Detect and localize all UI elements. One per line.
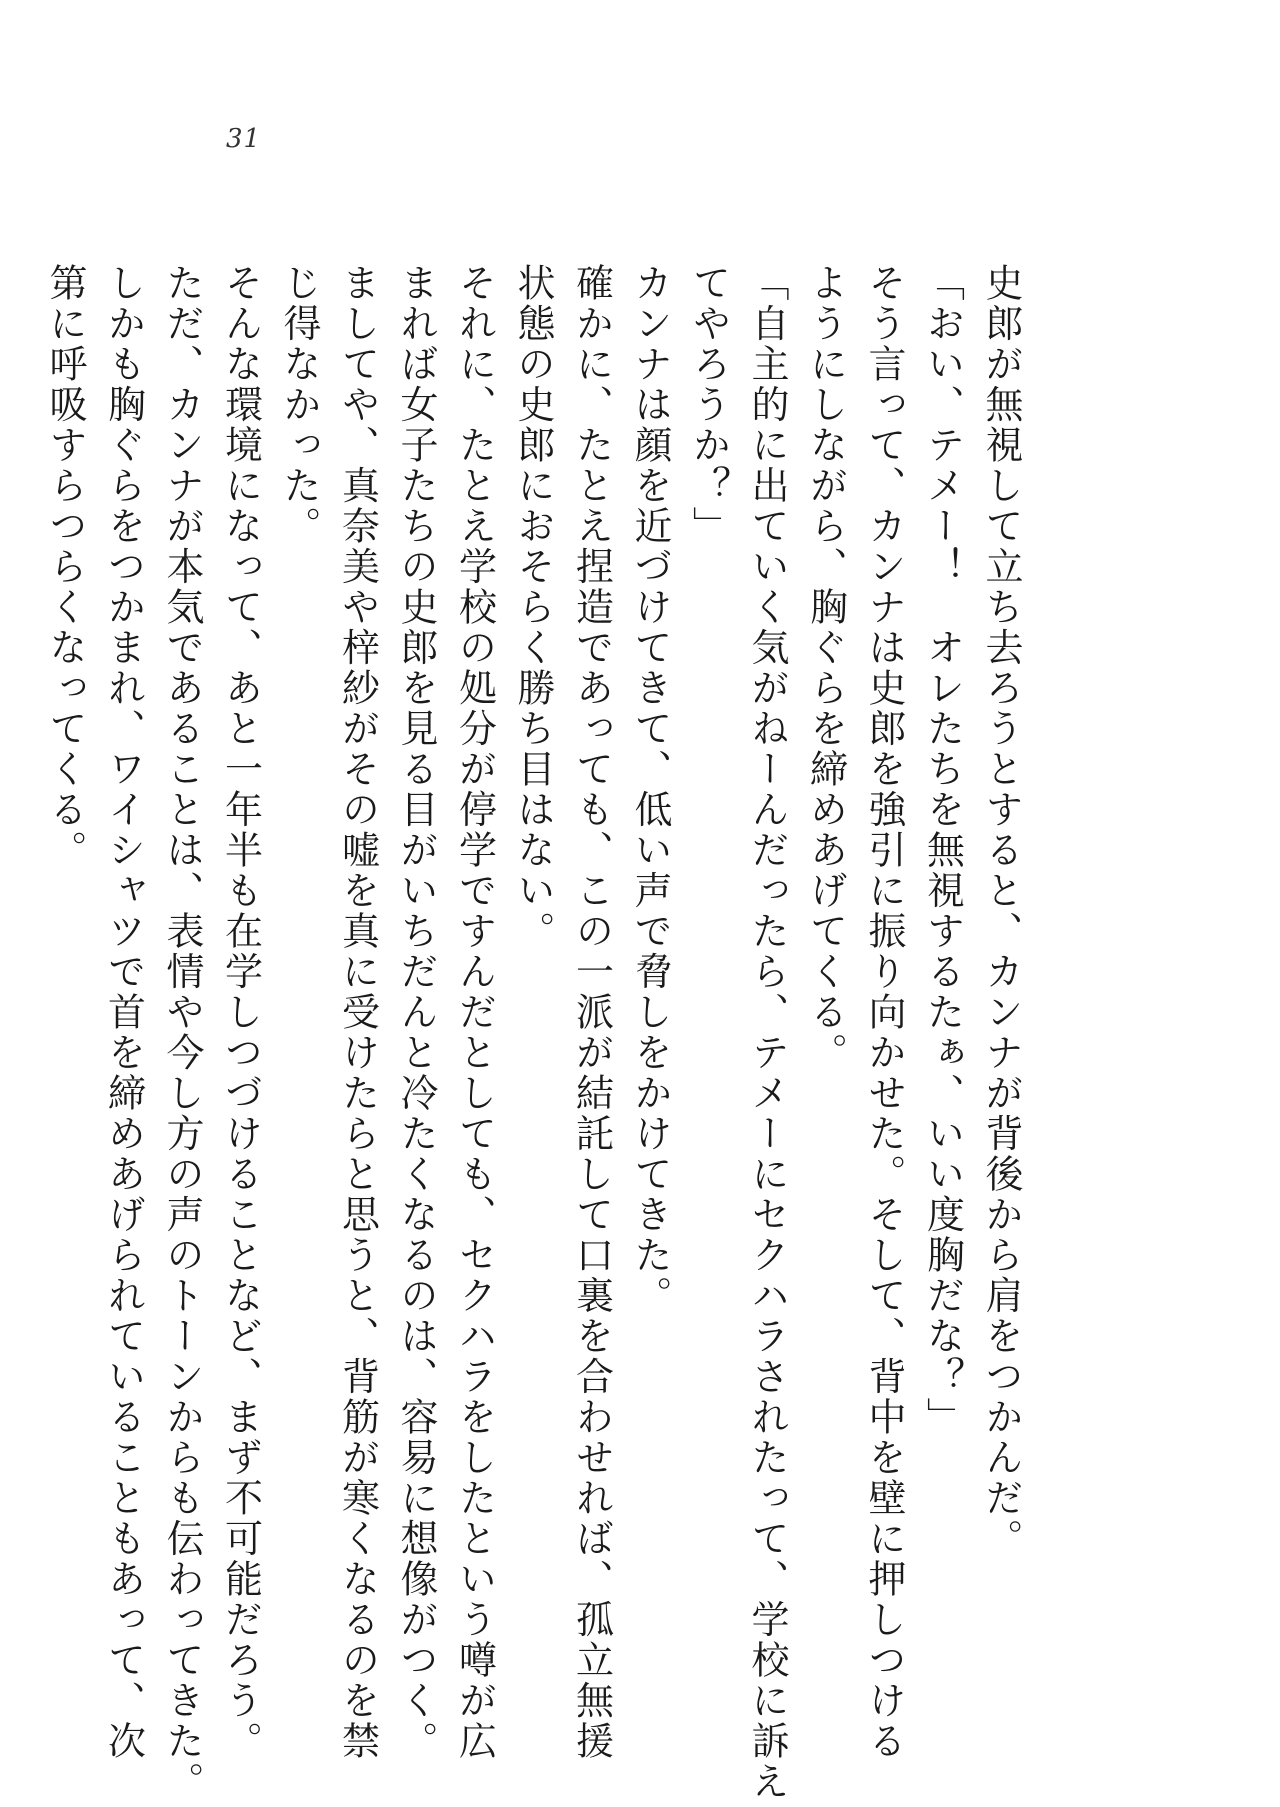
text-line: 「おい、テメー！ オレたちを無視するたぁ、いい度胸だな？」 <box>920 263 965 1438</box>
text-line: ただ、カンナが本気であることは、表情や今し方の声のトーンからも伝わってきた。 <box>160 263 204 1802</box>
text-line: てやろうか？」 <box>686 263 731 547</box>
text-line: そんな環境になって、あと一年半も在学しつづけることなど、まず不可能だろう。 <box>218 263 263 1762</box>
text-line: カンナは顔を近づけてきて、低い声で脅しをかけてきた。 <box>628 263 672 1316</box>
text-line: しかも胸ぐらをつかまれ、ワイシャツで首を締めあげられていることもあって、次 <box>101 263 146 1762</box>
text-line: そう言って、カンナは史郎を強引に振り向かせた。そして、背中を壁に押しつける <box>862 263 906 1762</box>
page-number: 31 <box>226 124 262 154</box>
text-line: じ得なかった。 <box>277 263 321 547</box>
text-line: ましてや、真奈美や梓紗がその嘘を真に受けたらと思うと、背筋が寒くなるのを禁 <box>335 263 380 1762</box>
text-line: 第に呼吸すらつらくなってくる。 <box>43 263 87 871</box>
text-line: 「自主的に出ていく気がねーんだったら、テメーにセクハラされたって、学校に訴え <box>745 263 789 1802</box>
text-line: 確かに、たとえ捏造であっても、この一派が結託して口裏を合わせれば、孤立無援 <box>569 263 614 1762</box>
text-line: ようにしながら、胸ぐらを締めあげてくる。 <box>803 263 848 1073</box>
text-line: それに、たとえ学校の処分が停学ですんだとしても、セクハラをしたという噂が広 <box>452 263 497 1762</box>
text-line: まれば女子たちの史郎を見る目がいちだんと冷たくなるのは、容易に想像がつく。 <box>394 263 438 1762</box>
body-text <box>43 263 1030 1802</box>
text-line: 史郎が無視して立ち去ろうとすると、カンナが背後から肩をつかんだ。 <box>979 263 1023 1559</box>
text-line: 状態の史郎におそらく勝ち目はない。 <box>511 263 555 952</box>
